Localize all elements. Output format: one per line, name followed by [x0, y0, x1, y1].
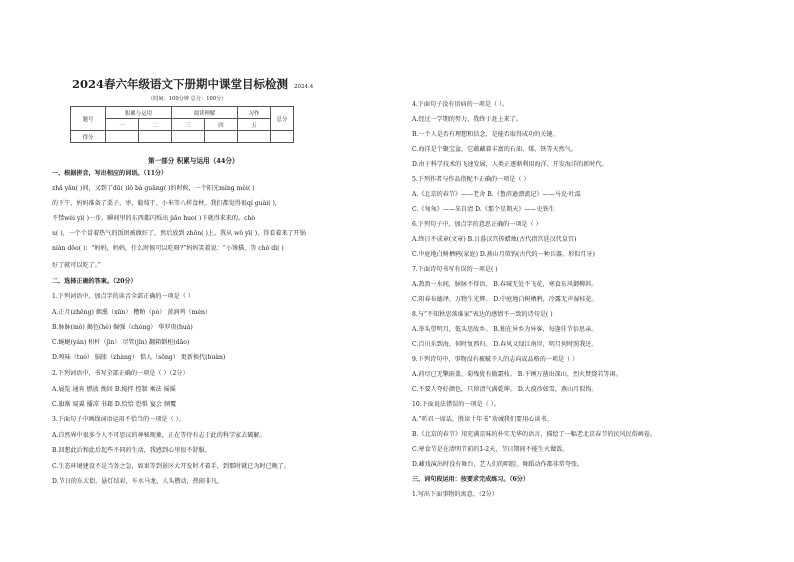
score-input-cell[interactable] [139, 131, 172, 143]
exam-title [72, 76, 313, 92]
score-label-cell: 得分 [71, 131, 106, 143]
question-line: 10.下面说法错误的一项是（ ）。 [412, 401, 500, 408]
question-line: 2.下列词语中，书写全部正确的一项是（ ）（2分） [52, 370, 189, 377]
question-line: C.蜿蜒(yán) 枳杆（jīn） 尽管(jǐn) 翻箱倒柜(dǎo) [52, 339, 190, 346]
title-text: 2024春六年级语文下册期中课堂目标检测 [72, 77, 289, 91]
question-line: A.自然界中很多令人不可思议的神秘现象，正在等待有志于此的科学家去破解。 [52, 432, 266, 439]
question-line: 二、选择正确的答案。（20分） [52, 278, 137, 285]
question-line: C.百川东到海，何时复西归。 D.春风又绿江南岸，明月何时照我还。 [412, 341, 598, 348]
question-line: 3.下面句子中画线词语运用不恰当的一项是（ ）。 [52, 416, 185, 423]
score-header-cell: 积累与运用 [106, 107, 172, 119]
question-line: 好了就可以吃了。” [52, 262, 101, 269]
score-section-cell: 四 [205, 119, 238, 131]
score-input-cell[interactable] [271, 131, 294, 143]
question-line: A.盈盈一水间，脉脉不得语。 B.春城无处不飞花，寒食东风御柳斜。 [412, 281, 598, 288]
question-line: D.由于科学技术的飞速发展，人类正逐渐利用海洋、开发海洋的新时代。 [412, 161, 608, 168]
question-line: C.阳春布德泽，万物生光辉。 D.中庭地白树栖鸦，冷露无声湿桂花。 [412, 296, 598, 303]
question-line: 1.下列词语中，加点字的读音全部正确的一项是（ ） [52, 293, 194, 300]
question-line: 9.下列诗句中，事物没有被赋予人的志向或品格的一项是（ ） [412, 356, 579, 363]
question-line: C.《匆匆》——朱自清 D.《那个星期天》——史铁生 [412, 206, 555, 213]
question-line: C.海洋是个聚宝盆，它蕴藏着丰富的石油、煤、铁等天然气。 [412, 146, 577, 153]
question-line: C.中庭地白树栖鸦(家庭) D.燕山月似钩(古代的一种兵器，形似月牙) [412, 251, 595, 258]
question-line: A.经过一学期的努力，我终于赶上来了。 [412, 116, 522, 123]
question-line: u( )，一个个冒着热气的饭团被做好了，然后放到 zhōn( )上。我从 wǒ yī( )，得看着来了开锅 [52, 230, 306, 237]
question-line: B.一个人是否有理想和信念，是能否取得成功的关键。 [412, 131, 559, 138]
question-line: 5.下列作者与作品搭配不正确的一项是（ ） [412, 176, 530, 183]
question-line: A.《北京的春节》——老舍 B.《鲁滨逊漂流记》——马克·吐温 [412, 191, 581, 198]
question-line: 三、词句段运用：按要求完成练习。（6分） [412, 476, 529, 483]
question-line: C.不要人夸好颜色，只留清气满乾坤。 D.大漠沙如雪，燕山月似钩。 [412, 386, 598, 393]
question-line: C.寒食节是在清明节前的1-2天，节日期间不能生火做饭。 [412, 446, 569, 453]
question-line: B.回想此后和此后起些不同的生活，我感到心里很不舒服。 [52, 447, 211, 454]
score-input-cell[interactable] [172, 131, 205, 143]
score-section-cell: 一 [106, 119, 139, 131]
exam-date: 2024.4 [294, 84, 314, 90]
question-line: 的下午，妈妈准备了栗子、枣、葡萄干、小米等八样食材。我们都觉得很qí guài( ), [52, 200, 277, 207]
question-line: B.《北京的春节》用充满京味的朴实无华的语言，描绘了一幅老北京春节的民风民俗画卷。 [412, 431, 657, 438]
score-section-cell: 五 [238, 119, 271, 131]
question-line: B.脉脉(mò) 揭色(hè) 倔强（chóng） 华罗庚(huà) [52, 324, 193, 331]
question-line: A.举头望明月，低头思故乡。 B.独在异乡为异客，每逢佳节倍思亲。 [412, 326, 598, 333]
question-line: zhǎ yǎn( )间，又到了dū( )lǒ bà guāng( )的时候，一个阳光míng mèi( ) [52, 185, 255, 192]
exam-subtitle: （时间：100分钟 总分：100分） [148, 96, 227, 102]
score-header-cell: 题号 [71, 107, 106, 131]
score-input-cell[interactable] [106, 131, 139, 143]
question-line: D.嗅味（tuò） 脑胀（zhàng） 惦人（sōng） 更新换代(huàn) [52, 354, 226, 361]
question-line: 1.写出下面事物的寓意。（2分） [412, 491, 498, 498]
question-line: niàn dōo( )：“妈妈，妈妈，什么时候可以吃呀?”妈妈笑着说：“小馋猫，等 chǒ dì( ) [52, 245, 284, 252]
question-line: 4.下面句子没有语病的一项是（ ）。 [412, 101, 509, 108]
question-line: D.节日的东大街，悬灯结彩，车水马龙，人头攒动，热闹非凡。 [52, 478, 224, 485]
question-line: A.荷尽已无擎雨盖，菊残犹有傲霜枝。 B.千锤万凿出深山，烈火焚烧若等闲。 [412, 371, 622, 378]
score-header-cell: 阅读理解 [172, 107, 238, 119]
score-table [70, 106, 294, 143]
question-line: 7.下面诗句书写有误的一项是( ) [412, 266, 498, 273]
question-line: A.展览 通宵 燃放 挽回 B.搅拌 控制 乘法 摇摇 [52, 386, 176, 393]
question-line: C.生态环境建设不是当务之急，如果等到景区大开发时才着手，到那时就已为时已晚了。 [52, 463, 290, 470]
question-line: 不禁wèi yì( )一步。瞬间里的东西都闪烁出 jiǎo huo( )下就得来来的。chò [52, 215, 256, 222]
question-line: 一、根据拼音，写出相应的词语。（11分） [52, 170, 168, 177]
score-section-cell: 二 [139, 119, 172, 131]
score-section-cell: 三 [172, 119, 205, 131]
question-line: A.正月(zhēng) 烟熏（xūn） 糟粕（pò） 黄润鸡（mén） [52, 309, 212, 316]
question-line: D.藏戏演出时没有舞台，艺人们的唱腔、舞蹈动作都非常夸张。 [412, 461, 584, 468]
question-line: A.终日不成章(文章) B.日暮汉宫传蜡烛(古代指宫廷汉代皇宫) [412, 236, 577, 243]
question-line: 8.与“不知秋思落谁家”表达的感情不一致的诗句是( ) [412, 311, 553, 318]
question-line: C.旗渐 窥翼 播凉 书籍 D.恰恰 恐惧 宴会 倾覆 [52, 401, 177, 408]
score-header-cell: 总分 [271, 107, 294, 131]
score-header-cell: 习作 [238, 107, 271, 119]
question-line: 6.下列句子中，加点字的意思正确的一项是（ ） [412, 221, 542, 228]
question-line: A.“听君一席话，胜读十年书”劝诫我们要用心读书。 [412, 416, 553, 423]
score-input-cell[interactable] [238, 131, 271, 143]
score-input-cell[interactable] [205, 131, 238, 143]
part1-heading: 第一部分 积累与运用（44分） [148, 157, 239, 165]
